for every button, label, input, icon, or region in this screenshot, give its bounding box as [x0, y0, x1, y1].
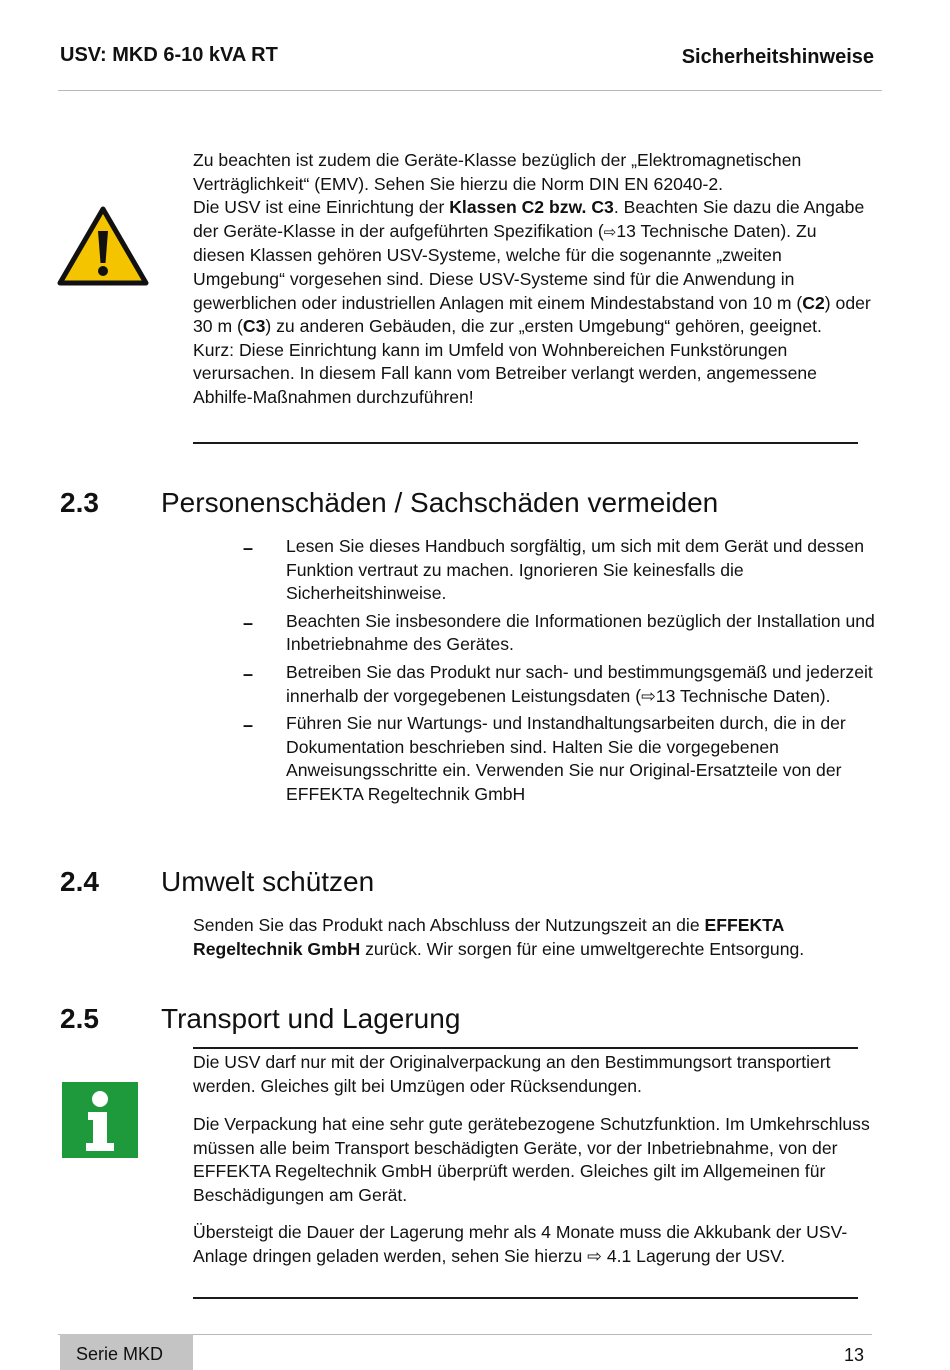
header-divider	[58, 90, 882, 91]
list-item-text: Lesen Sie dieses Handbuch sorgfältig, um sich mit dem Gerät und dessen Funktion vertraut zu machen. Ignorieren Sie keinesfalls die Sicherheitshinweise.	[286, 536, 864, 604]
emv-text: Die USV ist eine Einrichtung der	[193, 197, 450, 218]
bullet-dash: –	[243, 538, 254, 558]
safety-bullet-list	[243, 535, 883, 811]
bullet-dash: –	[243, 663, 254, 684]
emv-paragraph-1: Zu beachten ist zudem die Geräte-Klasse bezüglich der „Elektromagnetischen Verträglichkeit“ (EMV). Sehen Sie hierzu die Norm DIN EN 62040-2.	[193, 150, 802, 194]
list-item-text: Betreiben Sie das Produkt nur sach- und bestimmungsgemäß und jederzeit innerhalb der vorgegebenen Leistungsdaten (⇨13 Technische Daten).	[286, 661, 873, 706]
bullet-dash: –	[243, 612, 254, 633]
emv-c3-bold: C3	[242, 316, 266, 337]
list-item	[243, 610, 883, 657]
page-number: 13	[843, 1345, 864, 1365]
emv-paragraph-3: Kurz: Diese Einrichtung kann im Umfeld von Wohnbereichen Funkstörungen verursachen. In diesem Fall kann vom Betreiber verlangt werden, angemessene Abhilfe-Maßnahmen durchzuführen!	[193, 339, 817, 407]
bullet-dash: –	[243, 715, 254, 736]
list-item	[243, 535, 883, 606]
emv-c2-bold: C2	[802, 292, 825, 313]
environment-text: Senden Sie das Produkt nach Abschluss der Nutzungszeit an die	[193, 915, 705, 935]
emv-text: ) oder 30 m (	[193, 292, 871, 337]
info-icon	[62, 1082, 138, 1158]
section-2-3-title: Personenschäden / Sachschäden vermeiden	[161, 487, 719, 518]
environment-text: zurück. Wir sorgen für eine umweltgerechte Entsorgung.	[360, 938, 805, 959]
list-item	[243, 661, 883, 708]
arrow-reference-icon: ⇨	[603, 223, 617, 241]
environment-paragraph	[193, 914, 873, 961]
transport-paragraph-1: Die USV darf nur mit der Originalverpackung an den Bestimmungsort transportiert werden. Gleiches gilt bei Umzügen oder Rücksendungen.	[193, 1052, 831, 1096]
emv-text: 13 Technische Daten). Zu diesen Klassen gehören USV-Systeme, welche für die sogenannte „zweiten Umgebung“ vorgesehen sind. Diese USV-Systeme sind für die Anwendung in gewerblichen oder industriellen Anlagen mit einem Mindestabstand von 10 m (	[193, 220, 817, 313]
emv-block-rule	[193, 442, 858, 444]
transport-block-rule-bottom	[193, 1297, 858, 1299]
list-item-text: Führen Sie nur Wartungs- und Instandhaltungsarbeiten durch, die in der Dokumentation beschrieben sind. Halten Sie die vorgegebenen Anweisungsschritte ein. Verwenden Sie nur Original-Ersatzteile von der EFFEKTA Regeltechnik GmbH	[286, 713, 846, 804]
section-2-4-number: 2.4	[60, 866, 99, 897]
company-name-bold: EFFEKTA Regeltechnik GmbH	[193, 915, 784, 959]
emv-text: . Beachten Sie dazu die Angabe der Geräte-Klasse in der aufgeführten Spezifikation (	[193, 197, 865, 241]
emv-paragraph-2	[193, 196, 873, 339]
section-2-3-number: 2.3	[60, 487, 99, 518]
emv-text: ) zu anderen Gebäuden, die zur „ersten Umgebung“ gehören, geeignet.	[265, 316, 822, 337]
transport-block-rule-top	[193, 1047, 858, 1049]
transport-paragraph-2: Die Verpackung hat eine sehr gute gerätebezogene Schutzfunktion. Im Umkehrschluss müssen alle beim Transport beschädigten Geräte, vor der Inbetriebnahme, von der EFFEKTA Regeltechnik GmbH überprüft werden. Gleiches gilt im Allgemeinen für Beschädigungen am Gerät.	[193, 1114, 870, 1205]
transport-paragraph-3: Übersteigt die Dauer der Lagerung mehr als 4 Monate muss die Akkubank der USV-Anlage dringen geladen werden, sehen Sie hierzu ⇨ 4.1 Lagerung der USV.	[193, 1222, 848, 1266]
footer-series-label: Serie MKD	[76, 1344, 164, 1364]
emv-block	[193, 149, 873, 410]
header-chapter-title: Sicherheitshinweise	[681, 46, 874, 68]
emv-classes-bold: Klassen C2 bzw. C3	[449, 197, 614, 218]
header-document-title: USV: MKD 6-10 kVA RT	[60, 44, 278, 66]
section-2-5-title: Transport und Lagerung	[161, 1003, 461, 1034]
list-item	[243, 712, 883, 806]
list-item-text: Beachten Sie insbesondere die Informationen bezüglich der Installation und Inbetriebnahme des Gerätes.	[286, 610, 875, 655]
section-2-4-title: Umwelt schützen	[161, 866, 375, 897]
section-2-5-number: 2.5	[60, 1003, 99, 1034]
warning-triangle-icon	[57, 205, 149, 287]
